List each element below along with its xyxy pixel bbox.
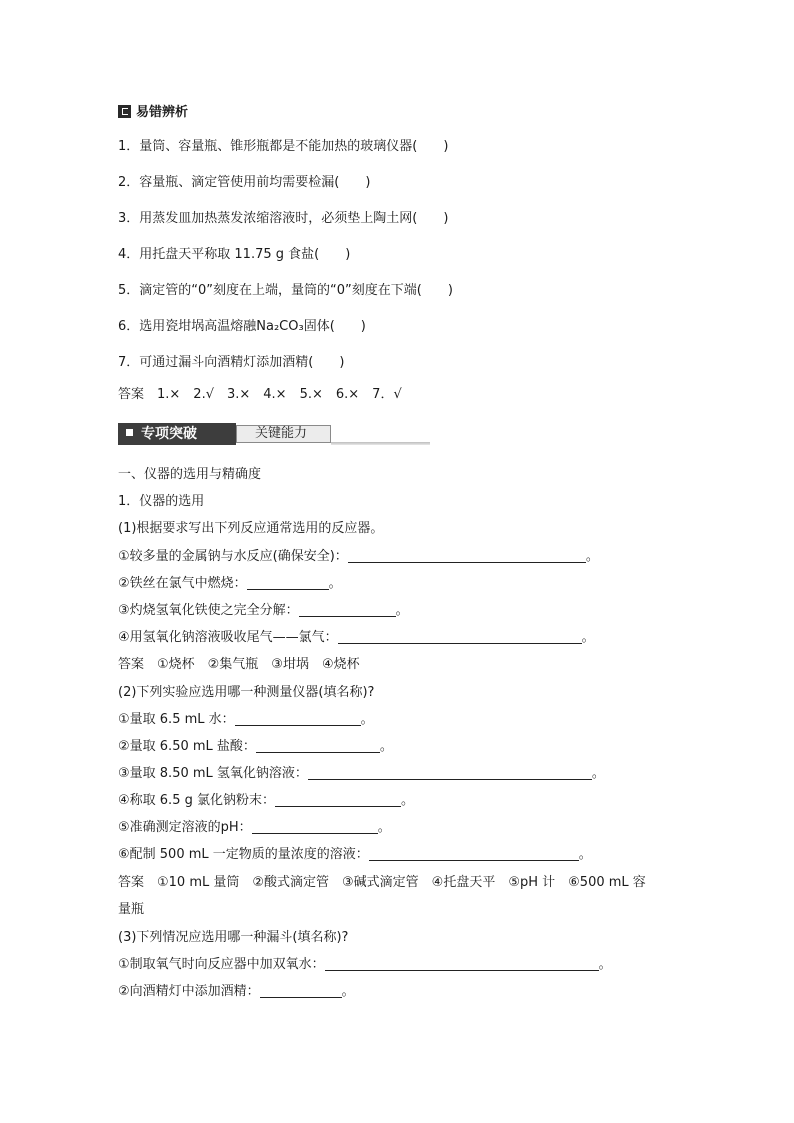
quiz-item-3: 3．用蒸发皿加热蒸发浓缩溶液时，必须垫上陶土网( ) xyxy=(118,211,449,226)
q2-item-4: ④称取 6.5 g 氯化钠粉末： 。 xyxy=(118,793,414,808)
section-banner xyxy=(118,423,430,445)
answer-blank[interactable] xyxy=(308,765,592,780)
banner-underline xyxy=(331,442,430,445)
q2-answer-line1: 答案 ①10 mL 量筒 ②酸式滴定管 ③碱式滴定管 ④托盘天平 ⑤pH 计 ⑥500 mL 容 xyxy=(118,875,646,890)
q3-intro: (3)下列情况应选用哪一种漏斗(填名称)? xyxy=(118,930,349,945)
answer-blank[interactable] xyxy=(235,711,361,726)
q1-item-1: ①较多量的金属钠与水反应(确保安全)： 。 xyxy=(118,549,599,564)
q1-item-4: ④用氢氧化钠溶液吸收尾气——氯气： 。 xyxy=(118,630,595,645)
quiz-item-4: 4．用托盘天平称取 11.75 g 食盐( ) xyxy=(118,247,351,262)
q1-item-3: ③灼烧氢氧化铁使之完全分解： 。 xyxy=(118,603,409,618)
answer-blank[interactable] xyxy=(260,983,342,998)
quiz-item-6: 6．选用瓷坩埚高温熔融Na₂CO₃固体( ) xyxy=(118,319,366,334)
quiz-item-5: 5．滴定管的“0”刻度在上端，量筒的“0”刻度在下端( ) xyxy=(118,283,453,298)
q2-item-2: ②量取 6.50 mL 盐酸： 。 xyxy=(118,739,393,754)
q1-answer: 答案 ①烧杯 ②集气瓶 ③坩埚 ④烧杯 xyxy=(118,657,360,672)
q3-item-1: ①制取氧气时向反应器中加双氧水： 。 xyxy=(118,957,612,972)
section-marker-icon xyxy=(118,105,131,118)
answer-blank[interactable] xyxy=(338,629,582,644)
q3-item-2: ②向酒精灯中添加酒精： 。 xyxy=(118,984,355,999)
q2-item-1: ①量取 6.5 mL 水： 。 xyxy=(118,712,374,727)
answer-blank[interactable] xyxy=(247,575,329,590)
section-title: 易错辨析 xyxy=(118,104,188,122)
q2-item-6: ⑥配制 500 mL 一定物质的量浓度的溶液： 。 xyxy=(118,847,592,862)
q2-answer-line2: 量瓶 xyxy=(118,902,145,917)
q1-intro: (1)根据要求写出下列反应通常选用的反应器。 xyxy=(118,521,384,536)
q2-item-3: ③量取 8.50 mL 氢氧化钠溶液： 。 xyxy=(118,766,605,781)
answer-blank[interactable] xyxy=(275,792,401,807)
banner-primary: 专项突破 xyxy=(118,423,236,445)
quiz-item-1: 1．量筒、容量瓶、锥形瓶都是不能加热的玻璃仪器( ) xyxy=(118,139,449,154)
q2-intro: (2)下列实验应选用哪一种测量仪器(填名称)? xyxy=(118,685,375,700)
q1-item-2: ②铁丝在氯气中燃烧： 。 xyxy=(118,576,342,591)
sub1-heading: 1．仪器的选用 xyxy=(118,494,205,509)
quiz-answer: 答案 1.× 2.√ 3.× 4.× 5.× 6.× 7．√ xyxy=(118,387,402,402)
q2-item-5: ⑤准确测定溶液的pH： 。 xyxy=(118,820,391,835)
banner-secondary: 关键能力 xyxy=(236,425,331,443)
answer-blank[interactable] xyxy=(256,738,380,753)
part1-heading: 一、仪器的选用与精确度 xyxy=(118,467,262,482)
answer-blank[interactable] xyxy=(348,548,586,563)
quiz-item-7: 7．可通过漏斗向酒精灯添加酒精( ) xyxy=(118,355,345,370)
answer-blank[interactable] xyxy=(325,956,599,971)
answer-blank[interactable] xyxy=(299,602,396,617)
quiz-item-2: 2．容量瓶、滴定管使用前均需要检漏( ) xyxy=(118,175,371,190)
answer-blank[interactable] xyxy=(369,846,579,861)
answer-blank[interactable] xyxy=(252,819,378,834)
